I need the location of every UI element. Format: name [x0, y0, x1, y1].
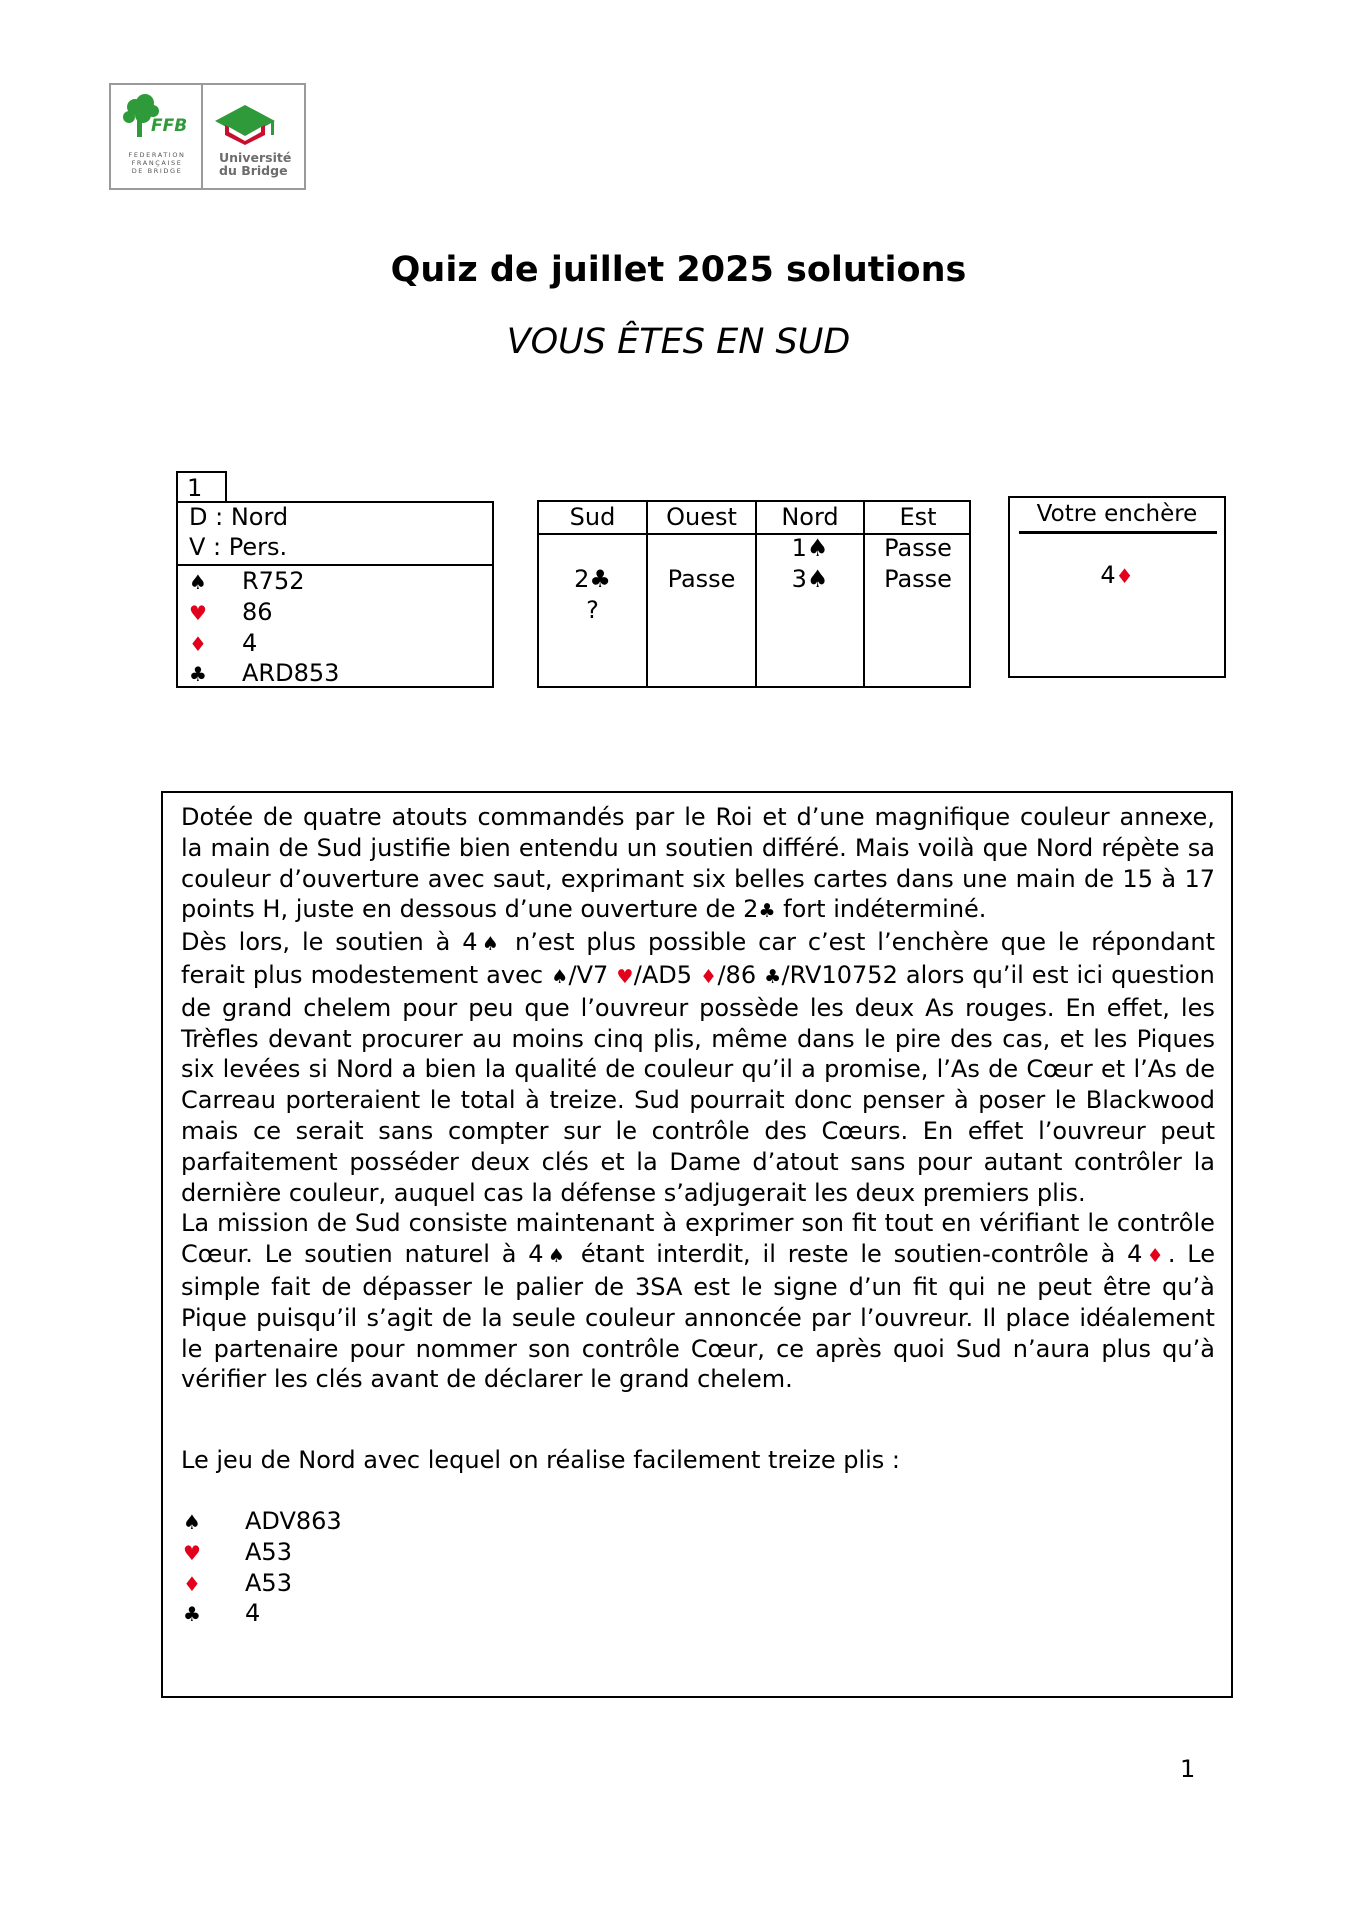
hand-row-clubs — [189, 658, 340, 689]
auction-table — [537, 500, 971, 688]
solution-text — [181, 802, 1215, 1395]
auction-call — [539, 533, 646, 564]
solution-paragraph: Dotée de quatre atouts commandés par le Roi et d’une magnifque couleur annexe, la main de Sud justife bien entendu un soutien diféré. Mais voilà que Nord répète sa couleur d’ouverture avec saut, exprimant six belles cartes dans une main de 15 à 17 points H, juste en dessous d’une ouverture de 2♣ fort indéterminé. — [181, 803, 1215, 924]
auction-col-nord — [757, 502, 863, 595]
north-hand-intro: Le jeu de Nord avec lequel on réalise facilement treize plis : — [181, 1446, 901, 1474]
logo-divider — [201, 85, 203, 188]
north-row-hearts — [183, 1538, 292, 1569]
auction-header: Nord — [781, 503, 839, 531]
vulnerability-info: V : Pers. — [189, 533, 288, 561]
auction-call: ? — [586, 596, 599, 624]
solution-box — [161, 791, 1233, 1698]
graduation-cap-icon — [211, 95, 289, 149]
answer-label: Votre enchère — [1036, 501, 1198, 527]
auction-call: Passe — [667, 565, 736, 593]
hand-row-spades — [189, 566, 305, 597]
solution-paragraph: La mission de Sud consiste maintenant à exprimer son ft tout en vérifant le contrôle Cœur. Le soutien naturel à 4♠ étant interdit, il reste le soutien-contrôle à 4♦. Le simple fait de dépasser le palier de 3SA est le signe d’un ft qui ne peut être qu’à Pique puisqu’il s’agit de la seule couleur annoncée par l’ouvreur. Il place idéalement le partenaire pour nommer son contrôle Cœur, ce après quoi Sud n’aura plus qu’à vérifer les clés avant de déclarer le grand chelem. — [181, 1209, 1216, 1394]
ffb-tree-logo-icon — [121, 93, 193, 149]
club-icon: ♣ — [183, 1602, 201, 1626]
auction-call: 3♠ — [791, 565, 829, 593]
auction-call: 1♠ — [791, 534, 829, 562]
north-row-clubs — [183, 1599, 261, 1630]
page-number: 1 — [1180, 1755, 1196, 1783]
north-heart-cards: A53 — [245, 1538, 292, 1566]
universite-du-bridge-text: Université du Bridge — [219, 150, 292, 178]
diamond-icon: ♦ — [1115, 564, 1134, 588]
hand-row-diamonds — [189, 628, 258, 659]
diamond-cards: 4 — [242, 629, 258, 657]
auction-call: Passe — [884, 534, 952, 562]
auction-header: Sud — [569, 503, 616, 531]
ffb-abbr: FFB — [151, 116, 188, 136]
hand-separator — [178, 564, 492, 566]
answer-bid: 4♦ — [1100, 561, 1134, 589]
south-hand-box — [176, 501, 494, 688]
solution-paragraph: Dès lors, le soutien à 4♠ n’est plus possible car c’est l’enchère que le répondant ferait plus modestement avec ♠/V7 ♥/AD5 ♦/86 ♣/RV10752 alors qu’il est ici question de grand chelem pour peu que l’ouvreur possède les deux As rouges. En efet, les Trèfes devant procurer au moins cinq plis, même dans le pire des cas, et les Piques six levées si Nord a bien la qualité de couleur qu’il a promise, l’As de Cœur et l’As de Carreau porteraient le total à treize. Sud pourrait donc penser à poser le Blackwood mais ce serait sans compter sur le contrôle des Cœurs. En efet l’ouvreur peut parfaitement posséder deux clés et la Dame d’atout sans pour autant contrôler la dernière couleur, auquel cas la défense s’adjugerait les deux premiers plis. — [181, 928, 1216, 1207]
diamond-icon: ♦ — [183, 1572, 201, 1596]
diamond-icon: ♦ — [189, 632, 207, 656]
spade-icon: ♠ — [189, 570, 207, 594]
auction-col-sud — [539, 502, 646, 626]
page-subtitle: VOUS ÊTES EN SUD — [506, 322, 851, 362]
north-spade-cards: ADV863 — [245, 1507, 342, 1535]
ffb-name-text: FEDERATION FRANÇAISE DE BRIDGE — [128, 151, 186, 175]
north-row-spades — [183, 1507, 342, 1538]
answer-rule — [1019, 531, 1217, 534]
heart-icon: ♥ — [189, 601, 207, 625]
north-club-cards: 4 — [245, 1599, 261, 1627]
hand-row-hearts — [189, 597, 273, 628]
north-diamond-cards: A53 — [245, 1569, 292, 1597]
north-row-diamonds — [183, 1569, 292, 1600]
spade-cards: R752 — [242, 567, 305, 595]
auction-call: Passe — [884, 565, 952, 593]
auction-call: 2♣ — [574, 565, 611, 593]
auction-col-est — [865, 502, 971, 595]
auction-call — [648, 533, 755, 564]
heart-icon: ♥ — [183, 1541, 201, 1565]
auction-col-ouest — [648, 502, 755, 595]
auction-header: Ouest — [666, 503, 737, 531]
spade-icon: ♠ — [183, 1510, 201, 1534]
dealer-info: D : Nord — [189, 503, 289, 531]
ffb-universite-logo — [109, 83, 306, 190]
auction-header: Est — [899, 503, 937, 531]
heart-cards: 86 — [242, 598, 273, 626]
club-cards: ARD853 — [242, 659, 340, 687]
page-title: Quiz de juillet 2025 solutions — [390, 250, 967, 290]
club-icon: ♣ — [189, 662, 207, 686]
board-number: 1 — [176, 471, 227, 502]
answer-box — [1008, 496, 1226, 678]
